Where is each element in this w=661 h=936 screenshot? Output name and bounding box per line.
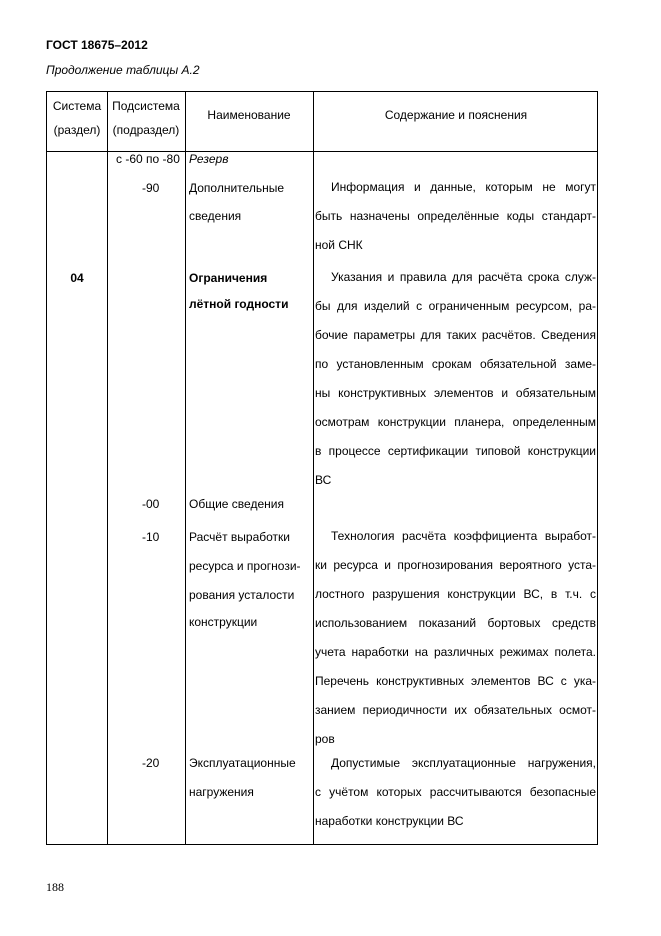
description-line: ны конструктивных элементов и обязательным	[315, 386, 596, 400]
header-subsystem-line-1: Подсистема	[112, 99, 180, 113]
header-system-line-2: (раздел)	[53, 123, 101, 137]
description-line: по установленным срокам обязательной заме-	[315, 357, 596, 371]
description-line: ки ресурса и прогнозирования вероятного уста-	[315, 558, 596, 572]
item-name-line: нагружения	[189, 785, 254, 799]
item-name: Общие сведения	[189, 497, 284, 511]
description-line: ров	[315, 732, 335, 746]
description-line: бы для изделий с ограниченным ресурсом, ра-	[315, 299, 596, 313]
description-line: ной СНК	[315, 238, 363, 252]
description-line: наработки конструкции ВС	[315, 814, 464, 828]
description-line: Технология расчёта коэффициента выработ-	[331, 529, 596, 543]
item-name-line: Дополнительные	[189, 181, 284, 195]
item-name: Резерв	[189, 152, 229, 166]
description-line: с учётом которых рассчитываются безопасные	[315, 785, 596, 799]
header-name: Наименование	[207, 108, 291, 122]
description-line: Перечень конструктивных элементов ВС с ука-	[315, 674, 596, 688]
item-name-line: ресурса и прогнози-	[189, 559, 301, 573]
subsystem-code: -90	[142, 181, 160, 195]
description-line: осмотрам конструкции планера, определенным	[315, 415, 596, 429]
description-line: Указания и правила для расчёта срока служ-	[331, 270, 596, 284]
description-line: в процессе сертификации типовой конструкции	[315, 444, 596, 458]
item-name-line: рования усталости	[189, 588, 295, 602]
document-standard-header: ГОСТ 18675–2012	[46, 38, 148, 52]
description-line: быть назначены определённые коды стандарт-	[315, 209, 596, 223]
content-table	[46, 91, 598, 845]
item-description	[315, 173, 596, 260]
column-divider	[185, 92, 186, 844]
item-name-line: Эксплуатационные	[189, 756, 296, 770]
page-number: 188	[46, 880, 64, 894]
header-system-line-1: Система	[52, 99, 102, 113]
header-subsystem-line-2: (подраздел)	[112, 123, 180, 137]
description-line: ВС	[315, 473, 332, 487]
subsystem-code: с -60 по -80	[116, 152, 180, 166]
item-description	[315, 522, 596, 754]
description-line: лостного разрушения конструкции ВС, в т.ч. с	[315, 587, 596, 601]
description-line: бочие параметры для таких расчётов. Сведения	[315, 328, 596, 342]
description-line: учета наработки на различных режимах полета.	[315, 645, 596, 659]
item-description	[315, 263, 596, 495]
item-name-line: Ограничения	[189, 271, 268, 285]
item-name-line: Расчёт выработки	[189, 530, 290, 544]
item-name-line: сведения	[189, 209, 242, 223]
column-divider	[313, 92, 314, 844]
description-line: Информация и данные, которым не могут	[331, 180, 596, 194]
subsystem-code: -20	[142, 756, 160, 770]
system-code: 04	[70, 271, 84, 285]
description-line: использованием показаний бортовых средств	[315, 616, 596, 630]
item-name-line: конструкции	[189, 615, 258, 629]
description-line: Допустимые эксплуатационные нагружения,	[331, 756, 596, 770]
table-caption: Продолжение таблицы А.2	[46, 63, 200, 77]
subsystem-code: -00	[142, 497, 160, 511]
column-divider	[107, 92, 108, 844]
subsystem-code: -10	[142, 530, 160, 544]
description-line: занием периодичности их обязательных осмот-	[315, 703, 596, 717]
item-description	[315, 749, 596, 836]
item-name-line: лётной годности	[189, 297, 289, 311]
header-content: Содержание и пояснения	[384, 108, 528, 122]
